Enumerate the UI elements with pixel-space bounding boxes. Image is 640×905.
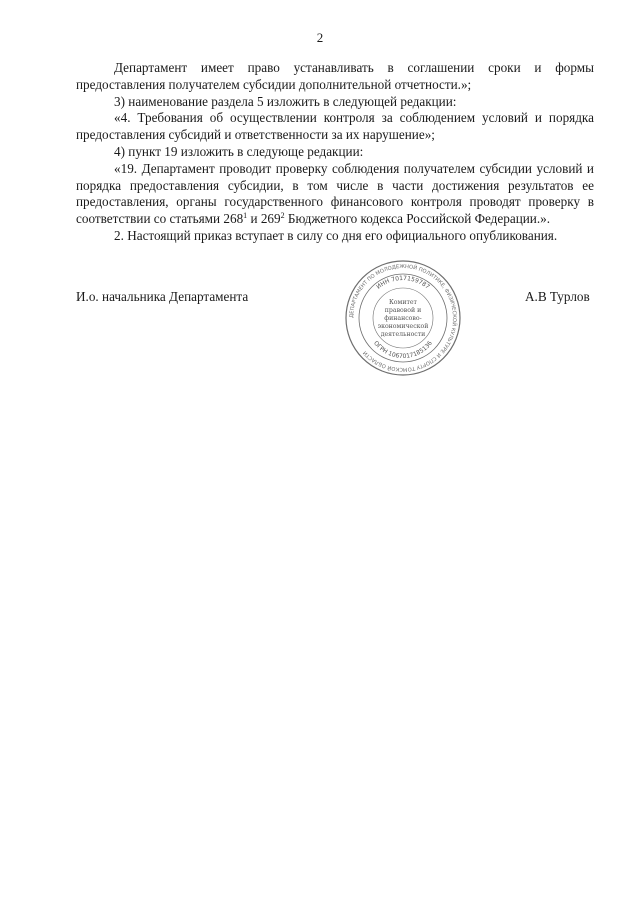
seal-line-4: экономической — [377, 323, 429, 330]
document-body — [76, 60, 594, 245]
superscript-1: 1 — [243, 211, 248, 221]
seal-ring-text: ДЕПАРТАМЕНТ ПО МОЛОДЕЖНОЙ ПОЛИТИКЕ, ФИЗИЧЕСКОЙ КУЛЬТУРЕ И СПОРТУ ТОМСКОЙ ОБЛАСТИ — [348, 263, 458, 373]
paragraph-5-text-a: «19. Департамент проводит проверку соблюдения получателем субсидии условий и порядка предоставления субсидии, в том числе в части достижения результатов ее предоставления, органы государственного финансового контроля проводят проверку в соответствии со статьями 268 — [76, 160, 594, 227]
paragraph-5-text-b: и 269 — [247, 211, 281, 227]
paragraph-6: 2. Настоящий приказ вступает в силу со дня его официального опубликования. — [114, 227, 558, 243]
seal-inn: ИНН 7017159787 — [375, 274, 431, 291]
paragraph-1: Департамент имеет право устанавливать в соглашении сроки и формы предоставления получателем субсидии дополнительной отчетности.»; — [76, 60, 594, 92]
seal-line-2: правовой и — [384, 307, 422, 314]
seal-ogrn: ОГРН 1067017185136 — [372, 339, 434, 361]
paragraph-5 — [76, 161, 594, 228]
seal-line-3: финансово- — [384, 315, 422, 322]
paragraph-2: 3) наименование раздела 5 изложить в следующей редакции: — [114, 93, 457, 109]
paragraph-4: 4) пункт 19 изложить в следующе редакции: — [114, 143, 364, 159]
page-number: 2 — [316, 30, 324, 45]
seal-line-1: Комитет — [389, 299, 417, 306]
paragraph-3: «4. Требования об осуществлении контроля за соблюдением условий и порядка предоставления субсидий и ответственности за их нарушение»; — [76, 110, 594, 143]
seal-line-5: деятельности — [380, 331, 426, 338]
paragraph-5-text-c: Бюджетного кодекса Российской Федерации.». — [284, 211, 551, 227]
official-seal-stamp — [343, 258, 463, 378]
signer-name: А.В Турлов — [525, 289, 590, 304]
superscript-2: 2 — [280, 211, 285, 221]
signer-position: И.о. начальника Департамента — [76, 289, 249, 304]
